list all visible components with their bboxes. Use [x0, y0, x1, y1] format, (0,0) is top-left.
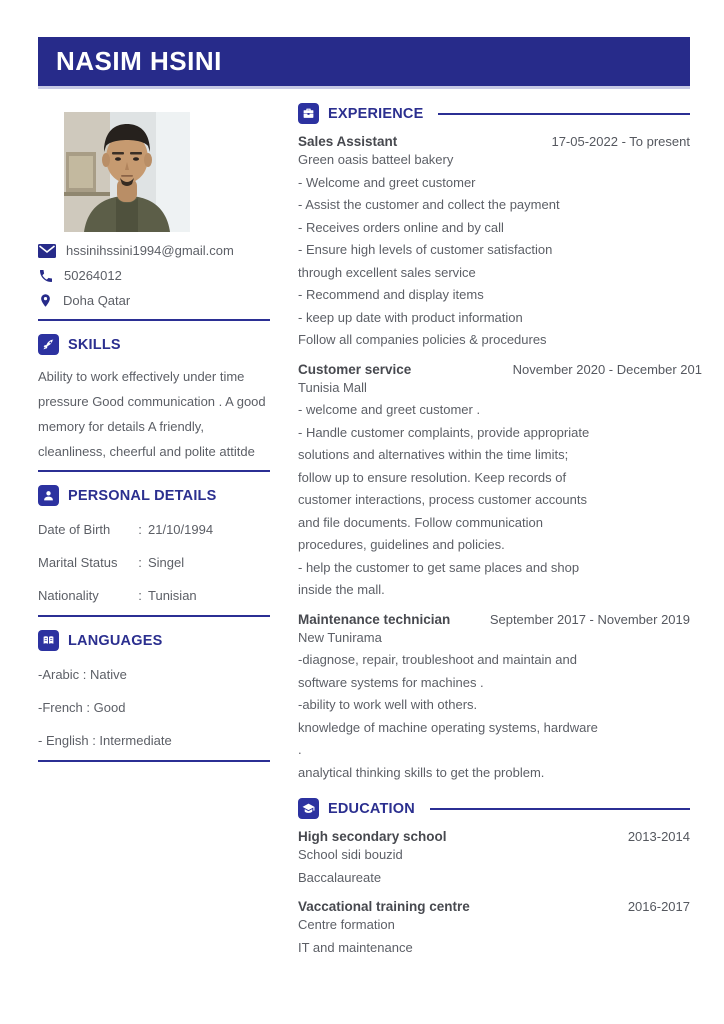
job-header: [298, 361, 702, 377]
job-detail-line: .: [298, 742, 302, 757]
detail-label: Nationality: [38, 588, 99, 603]
job-detail-line: - welcome and greet customer .: [298, 402, 481, 417]
skills-text: Ability to work effectively under time pressure Good communication . A good memory for details A friendly, cleanliness, cheerful and polite attitde: [38, 369, 266, 459]
job-detail-line: Green oasis batteel bakery: [298, 152, 454, 167]
education-entry: [298, 899, 690, 959]
job-title: Sales Assistant: [298, 134, 398, 149]
detail-label: Marital Status: [38, 555, 118, 570]
location-pin-icon: [38, 292, 53, 309]
job-detail-line: Tunisia Mall: [298, 379, 367, 395]
divider: [38, 760, 270, 762]
job-date: 17-05-2022 - To present: [551, 134, 690, 149]
email-text: hssinihssini1994@gmail.com: [66, 243, 234, 258]
job-detail-line: New Tunirama: [298, 629, 382, 645]
language-item: -French : Good: [38, 700, 126, 715]
detail-value: 21/10/1994: [148, 522, 214, 537]
job-detail-line: - keep up date with product information: [298, 309, 523, 325]
job-detail-line: and file documents. Follow communication: [298, 514, 543, 530]
personal-detail-row: [38, 553, 270, 572]
job-header: [298, 134, 690, 149]
job-detail-line: analytical thinking skills to get the problem.: [298, 764, 545, 780]
email-icon: [38, 244, 56, 258]
education-entry: [298, 829, 690, 889]
job-detail-line: - Receives orders online and by call: [298, 219, 504, 235]
detail-colon: :: [138, 588, 142, 603]
location-text: Doha Qatar: [63, 293, 131, 308]
rocket-icon: [38, 334, 59, 355]
divider: [38, 470, 270, 472]
skills-section-header: [38, 334, 270, 355]
contact-email-row: [38, 238, 270, 263]
education-date: 2016-2017: [627, 899, 690, 914]
detail-value: Singel: [148, 555, 185, 570]
job-detail-line: software systems for machines .: [298, 674, 484, 690]
phone-text: 50264012: [64, 268, 122, 283]
contact-location-row: [38, 288, 270, 313]
job-header: [298, 612, 690, 627]
education-date: 2013-2014: [627, 829, 690, 844]
job-detail-line: - Handle customer complaints, provide appropriate: [298, 424, 590, 440]
job-detail-line: - help the customer to get same places and shop: [298, 559, 580, 575]
detail-label: Date of Birth: [38, 522, 111, 537]
contact-info: [38, 238, 270, 313]
name-banner: [38, 37, 690, 89]
divider: [38, 615, 270, 617]
experience-entry: [298, 361, 702, 602]
education-detail-line: School sidi bouzid: [298, 847, 403, 862]
school-name: High secondary school: [298, 829, 447, 844]
job-detail-line: procedures, guidelines and policies.: [298, 537, 505, 552]
job-detail-line: Follow all companies policies & procedures: [298, 332, 547, 347]
education-header: [298, 899, 690, 914]
job-detail-line: -diagnose, repair, troubleshoot and maintain and: [298, 652, 577, 667]
experience-entry: [298, 134, 690, 352]
job-detail-line: -ability to work well with others.: [298, 697, 478, 712]
job-detail-line: - Recommend and display items: [298, 287, 484, 302]
experience-section-header: [298, 103, 690, 124]
education-detail-line: IT and maintenance: [298, 939, 413, 955]
detail-colon: :: [138, 555, 142, 570]
detail-colon: :: [138, 522, 142, 537]
section-rule: [430, 808, 690, 810]
education-detail-line: Centre formation: [298, 917, 395, 932]
languages-section-header: [38, 630, 270, 651]
right-column: [298, 103, 702, 959]
job-detail-line: customer interactions, process customer accounts: [298, 492, 588, 507]
language-item: -Arabic : Native: [38, 667, 127, 682]
job-detail-line: follow up to ensure resolution. Keep records of: [298, 469, 567, 485]
job-detail-line: - Assist the customer and collect the payment: [298, 197, 560, 212]
job-detail-line: solutions and alternatives within the time limits;: [298, 447, 569, 462]
job-date: September 2017 - November 2019: [489, 611, 690, 627]
person-name: NASIM HSINI: [56, 46, 222, 76]
language-item: - English : Intermediate: [38, 733, 172, 748]
job-detail-line: - Welcome and greet customer: [298, 174, 476, 190]
personal-details-section-header: [38, 485, 270, 506]
personal-detail-row: [38, 520, 270, 539]
job-detail-line: knowledge of machine operating systems, hardware: [298, 719, 598, 735]
education-detail-line: Baccalaureate: [298, 869, 382, 885]
school-name: Vaccational training centre: [298, 899, 470, 914]
job-title: Customer service: [298, 361, 412, 377]
personal-details-title: PERSONAL DETAILS: [68, 487, 217, 504]
job-detail-line: - Ensure high levels of customer satisfaction: [298, 242, 553, 257]
personal-detail-row: [38, 586, 270, 605]
person-icon: [38, 485, 59, 506]
skills-title: SKILLS: [68, 336, 121, 353]
experience-entry: [298, 612, 690, 785]
languages-title: LANGUAGES: [68, 632, 163, 649]
detail-value: Tunisian: [148, 588, 197, 603]
phone-icon: [38, 268, 54, 284]
education-section: [298, 798, 690, 959]
languages-icon: [38, 630, 59, 651]
briefcase-icon: [298, 103, 319, 124]
left-column: [38, 100, 270, 762]
experience-title: EXPERIENCE: [328, 105, 424, 122]
job-detail-line: through excellent sales service: [298, 264, 476, 280]
job-date: November 2020 - December 201: [512, 361, 702, 377]
education-section-header: [298, 798, 690, 819]
education-header: [298, 829, 690, 844]
profile-photo: [64, 112, 190, 232]
graduation-cap-icon: [298, 798, 319, 819]
education-title: EDUCATION: [328, 800, 415, 817]
contact-phone-row: [38, 263, 270, 288]
divider: [38, 319, 270, 321]
job-title: Maintenance technician: [298, 611, 451, 627]
job-detail-line: inside the mall.: [298, 582, 385, 597]
section-rule: [438, 113, 690, 115]
